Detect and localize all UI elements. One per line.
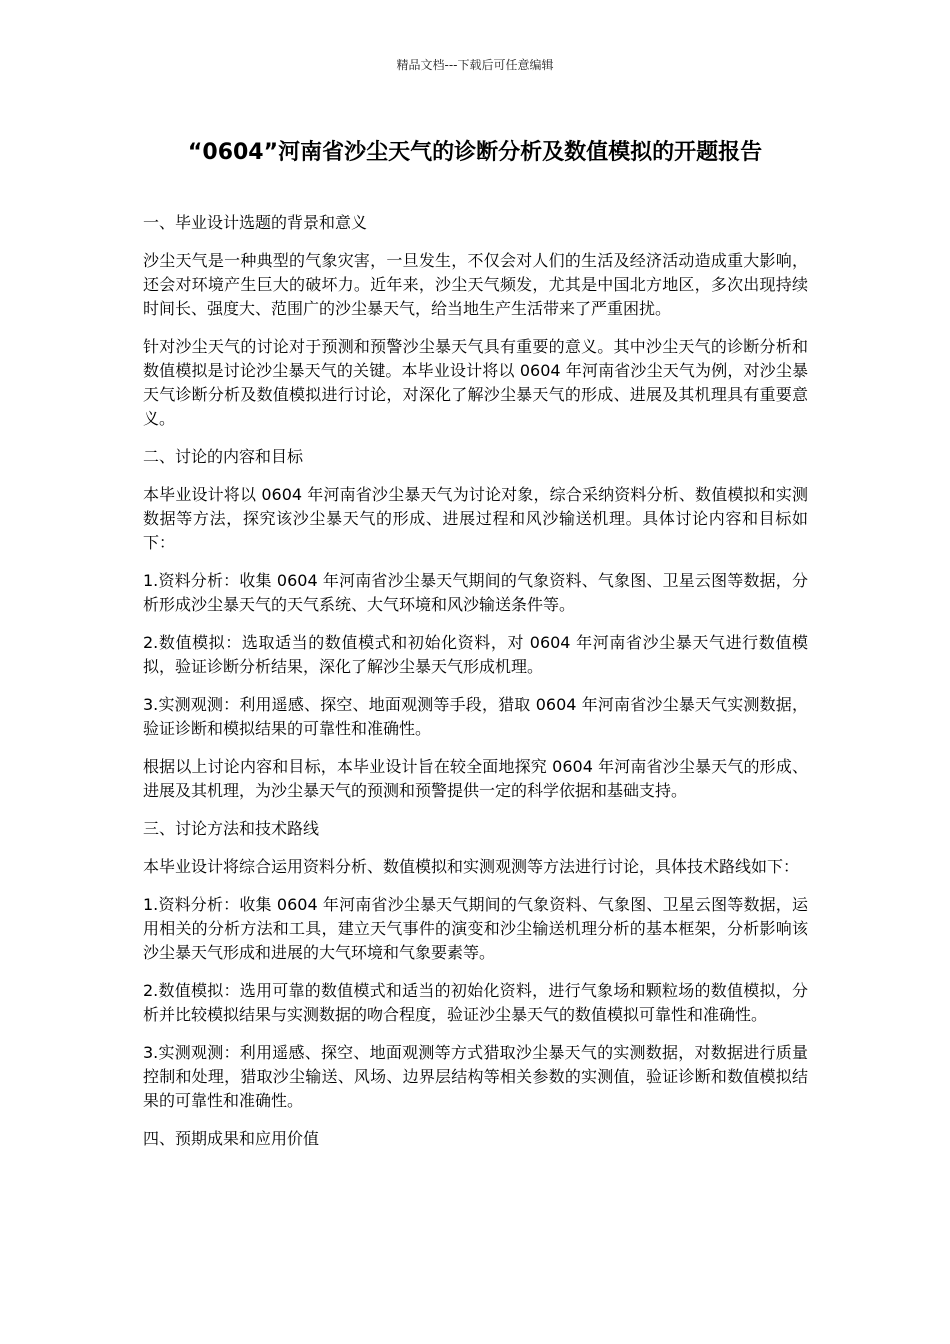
section-heading-content-goals: 二、讨论的内容和目标 (143, 447, 304, 466)
section-heading-outcomes: 四、预期成果和应用价值 (143, 1129, 320, 1148)
document-title: “0604”河南省沙尘天气的诊断分析及数值模拟的开题报告 (187, 140, 763, 165)
paragraph: 根据以上讨论内容和目标，本毕业设计旨在较全面地探究 0604 年河南省沙尘暴天气的形成、进展及其机理，为沙尘暴天气的预测和预警提供一定的科学依据和基础支持。 (143, 757, 808, 800)
list-item: 3.实测观测：利用遥感、探空、地面观测等手段，猎取 0604 年河南省沙尘暴天气实测数据，验证诊断和模拟结果的可靠性和准确性。 (143, 695, 808, 738)
list-item: 1.资料分析：收集 0604 年河南省沙尘暴天气期间的气象资料、气象图、卫星云图等数据，分析形成沙尘暴天气的天气系统、大气环境和风沙输送条件等。 (143, 571, 808, 614)
list-item: 2.数值模拟：选用可靠的数值模式和适当的初始化资料，进行气象场和颗粒场的数值模拟，分析并比较模拟结果与实测数据的吻合程度，验证沙尘暴天气的数值模拟可靠性和准确性。 (143, 981, 808, 1024)
section-heading-methods: 三、讨论方法和技术路线 (143, 819, 320, 838)
paragraph: 沙尘天气是一种典型的气象灾害，一旦发生，不仅会对人们的生活及经济活动造成重大影响，还会对环境产生巨大的破坏力。近年来，沙尘天气频发，尤其是中国北方地区，多次出现持续时间长、强度大、范围广的沙尘暴天气，给当地生产生活带来了严重困扰。 (143, 251, 808, 318)
paragraph: 针对沙尘天气的讨论对于预测和预警沙尘暴天气具有重要的意义。其中沙尘天气的诊断分析和数值模拟是讨论沙尘暴天气的关键。本毕业设计将以 0604 年河南省沙尘天气为例，对沙尘暴天气诊断分析及数值模拟进行讨论，对深化了解沙尘暴天气的形成、进展及其机理具有重要意义。 (143, 337, 808, 428)
list-item: 1.资料分析：收集 0604 年河南省沙尘暴天气期间的气象资料、气象图、卫星云图等数据，运用相关的分析方法和工具，建立天气事件的演变和沙尘输送机理分析的基本框架，分析影响该沙尘暴天气形成和进展的大气环境和气象要素等。 (143, 895, 808, 962)
list-item: 2.数值模拟：选取适当的数值模式和初始化资料，对 0604 年河南省沙尘暴天气进行数值模拟，验证诊断分析结果，深化了解沙尘暴天气形成机理。 (143, 633, 808, 676)
section-heading-background: 一、毕业设计选题的背景和意义 (143, 213, 368, 232)
list-item: 3.实测观测：利用遥感、探空、地面观测等方式猎取沙尘暴天气的实测数据，对数据进行质量控制和处理，猎取沙尘输送、风场、边界层结构等相关参数的实测值，验证诊断和数值模拟结果的可靠性和准确性。 (143, 1043, 808, 1110)
document-body (143, 211, 808, 1165)
paragraph: 本毕业设计将以 0604 年河南省沙尘暴天气为讨论对象，综合采纳资料分析、数值模拟和实测数据等方法，探究该沙尘暴天气的形成、进展过程和风沙输送机理。具体讨论内容和目标如下： (143, 485, 808, 552)
paragraph: 本毕业设计将综合运用资料分析、数值模拟和实测观测等方法进行讨论，具体技术路线如下： (143, 857, 800, 876)
header-note: 精品文档---下载后可任意编辑 (396, 58, 554, 72)
